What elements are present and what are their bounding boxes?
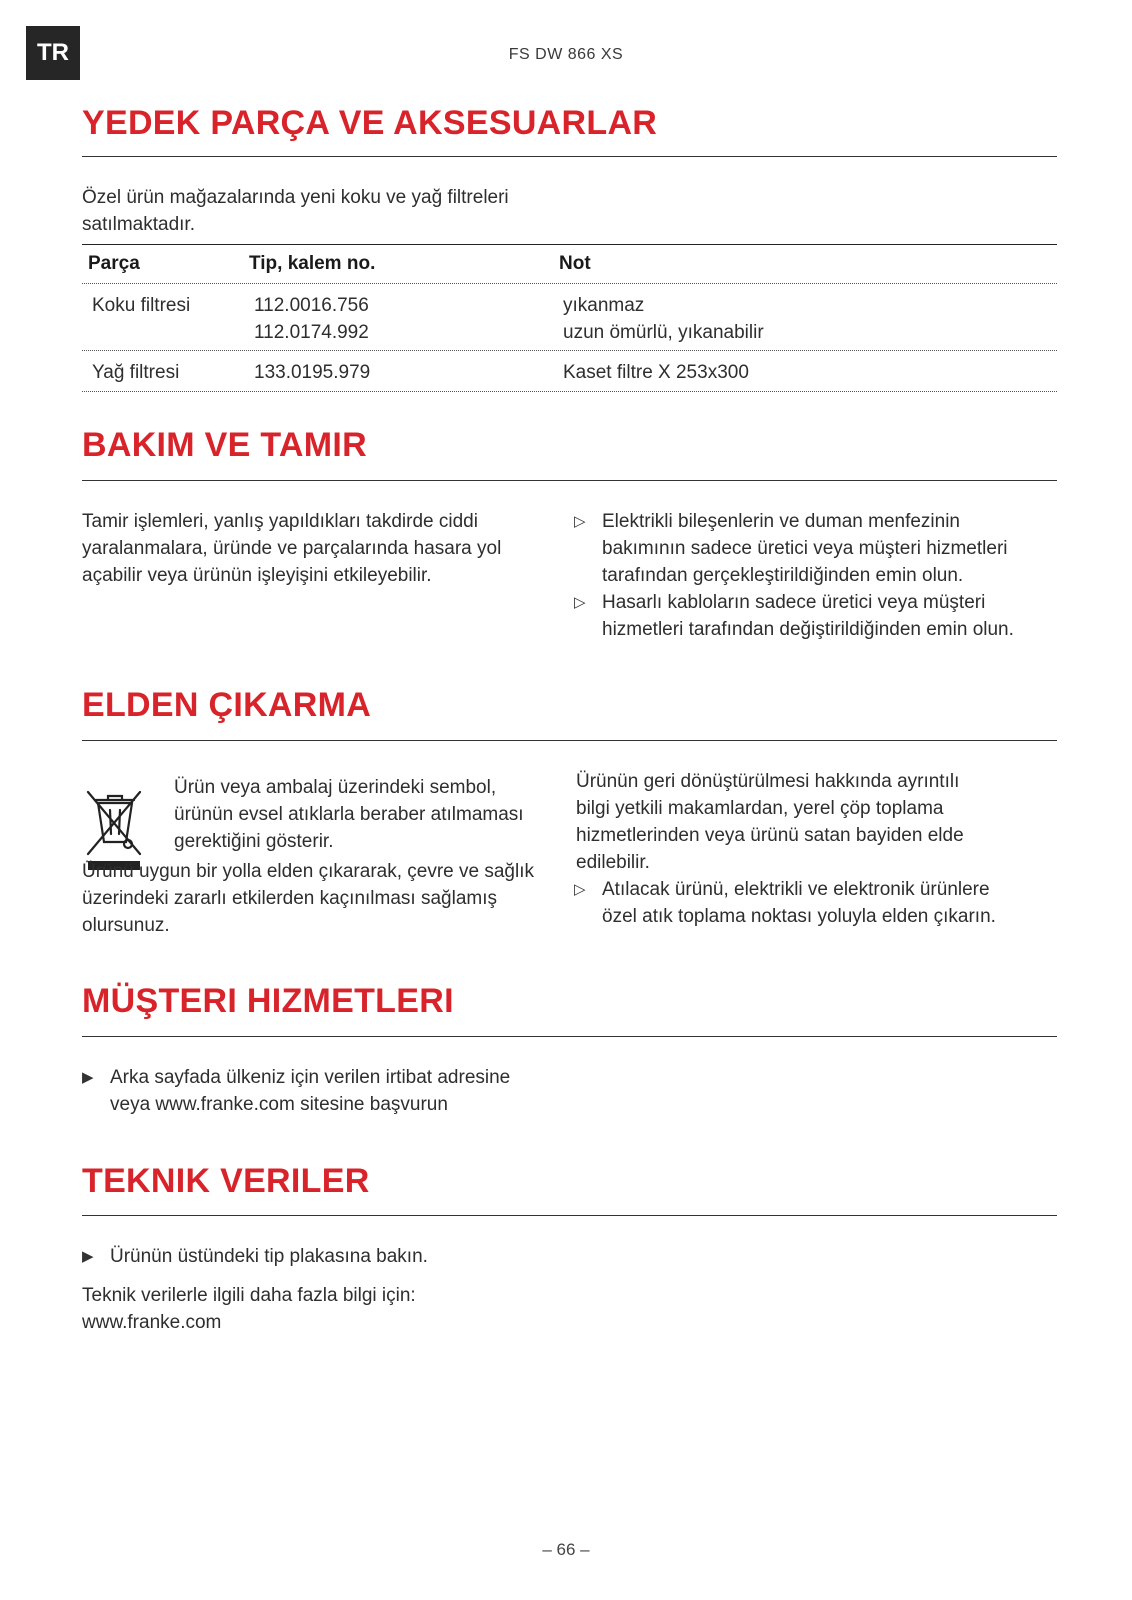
customer-service-bullets bbox=[82, 1064, 510, 1118]
outline-triangle-icon: ▷ bbox=[574, 594, 586, 611]
page-number: – 66 – bbox=[542, 1540, 590, 1559]
section-divider bbox=[82, 1036, 1057, 1037]
part-numbers: 133.0195.979 bbox=[254, 362, 371, 383]
filled-triangle-icon: ▶ bbox=[82, 1248, 94, 1265]
part-numbers: 112.0016.756 112.0174.992 bbox=[254, 295, 369, 343]
list-item: ▷ Elektrikli bileşenlerin ve duman menfezinin bakımının sadece üretici veya müşteri hizmetleri tarafından gerçekleştirildiğinden emin olun. bbox=[574, 508, 1014, 589]
maintenance-warning: Tamir işlemleri, yanlış yapıldıkları takdirde ciddi yaralanmalara, üründe ve parçalarında hasara yol açabilir veya ürünün işleyişini etkileyebilir. bbox=[82, 511, 502, 586]
technical-more-info: Teknik verilerle ilgili daha fazla bilgi için: www.franke.com bbox=[82, 1285, 416, 1333]
header-note: Not bbox=[559, 253, 591, 274]
outline-triangle-icon: ▷ bbox=[574, 513, 586, 530]
maintenance-title: BAKIM VE TAMIR bbox=[82, 426, 367, 464]
filled-triangle-icon: ▶ bbox=[82, 1069, 94, 1086]
header-type-number: Tip, kalem no. bbox=[249, 253, 376, 274]
section-divider bbox=[82, 1215, 1057, 1216]
list-item: ▶ Arka sayfada ülkeniz için verilen irtibat adresine veya www.franke.com sitesine başvurun bbox=[82, 1064, 510, 1118]
header-part: Parça bbox=[88, 253, 140, 274]
spare-parts-intro: Özel ürün mağazalarında yeni koku ve yağ filtreleri satılmaktadır. bbox=[82, 187, 509, 235]
part-name: Yağ filtresi bbox=[92, 362, 180, 383]
language-badge: TR bbox=[26, 26, 80, 80]
list-item: ▶ Ürünün üstündeki tip plakasına bakın. bbox=[82, 1243, 428, 1270]
symbol-explanation: Ürün veya ambalaj üzerindeki sembol, ürünün evsel atıklarla beraber atılmaması gerektiğini gösterir. bbox=[174, 777, 524, 852]
part-notes: Kaset filtre X 253x300 bbox=[563, 362, 749, 383]
disposal-benefit-text: Ürünü uygun bir yolla elden çıkararak, çevre ve sağlık üzerindeki zararlı etkilerden kaçınılması sağlamış olursunuz. bbox=[82, 861, 535, 936]
list-item: ▷ Hasarlı kabloların sadece üretici veya müşteri hizmetleri tarafından değiştirildiğinden emin olun. bbox=[574, 589, 1014, 643]
recycling-info: Ürünün geri dönüştürülmesi hakkında ayrıntılı bilgi yetkili makamlardan, yerel çöp toplama hizmetlerinden veya ürünü satan bayiden elde edilebilir. bbox=[576, 771, 964, 873]
technical-bullets bbox=[82, 1243, 428, 1270]
part-name: Koku filtresi bbox=[92, 295, 191, 316]
technical-data-title: TEKNIK VERILER bbox=[82, 1162, 370, 1200]
outline-triangle-icon: ▷ bbox=[574, 881, 586, 898]
disposal-bullets bbox=[574, 876, 996, 930]
section-divider bbox=[82, 156, 1057, 157]
disposal-title: ELDEN ÇIKARMA bbox=[82, 686, 372, 724]
spare-parts-title: YEDEK PARÇA VE AKSESUARLAR bbox=[82, 104, 658, 142]
list-item: ▷ Atılacak ürünü, elektrikli ve elektronik ürünlere özel atık toplama noktası yoluyla elden çıkarın. bbox=[574, 876, 996, 930]
customer-service-title: MÜŞTERI HIZMETLERI bbox=[82, 982, 454, 1020]
table-row bbox=[82, 284, 1057, 351]
section-divider bbox=[82, 480, 1057, 481]
table-row bbox=[82, 351, 1057, 392]
section-divider bbox=[82, 740, 1057, 741]
parts-table bbox=[82, 244, 1057, 392]
part-notes: yıkanmaz uzun ömürlü, yıkanabilir bbox=[563, 295, 764, 343]
maintenance-bullets bbox=[574, 508, 1014, 643]
table-header-row bbox=[82, 245, 1057, 284]
model-name: FS DW 866 XS bbox=[508, 46, 624, 63]
